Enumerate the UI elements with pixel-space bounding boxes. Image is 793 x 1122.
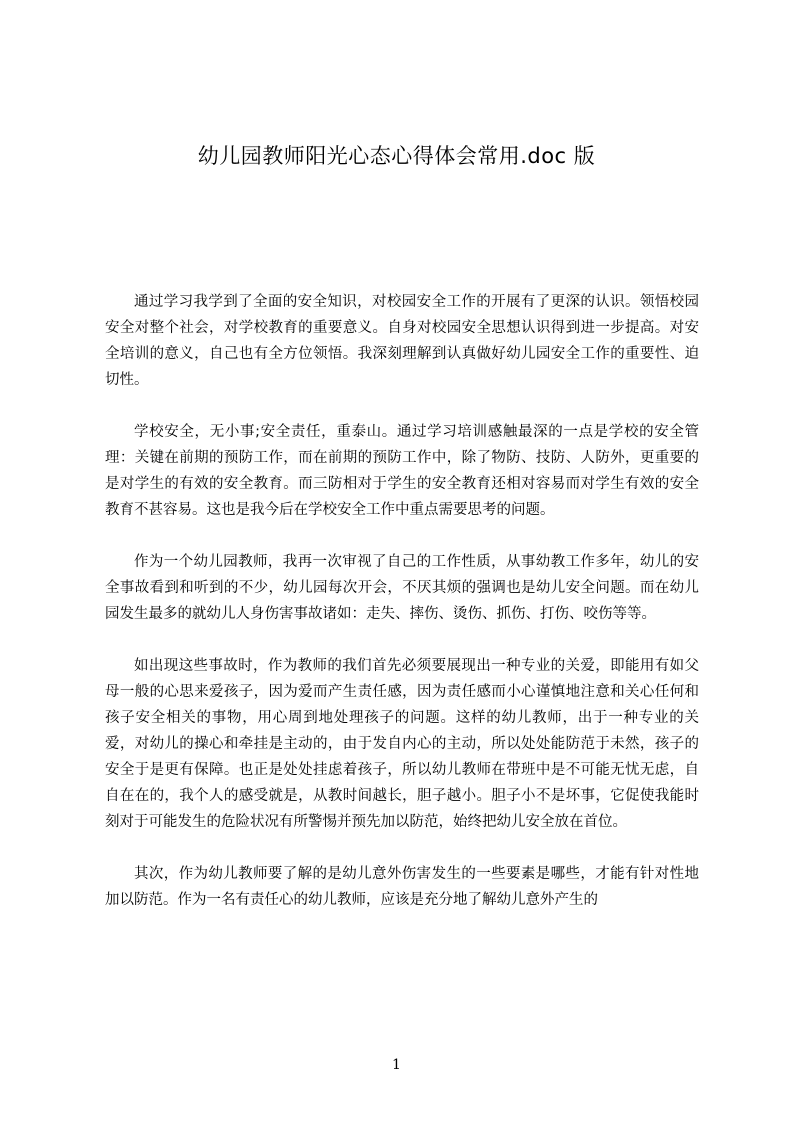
paragraph: 其次，作为幼儿教师要了解的是幼儿意外伤害发生的一些要素是哪些，才能有针对性地加以防范。作为一名有责任心的幼儿教师，应该是充分地了解幼儿意外产生的 xyxy=(105,866,699,908)
paragraph: 学校安全，无小事;安全责任，重泰山。通过学习培训感触最深的一点是学校的安全管理：关键在前期的预防工作，而在前期的预防工作中，除了物防、技防、人防外，更重要的是对学生的有效的安全教育。而三防相对于学生的安全教育还相对容易而对学生有效的安全教育不甚容易。这也是我今后在学校安全工作中重点需要思考的问题。 xyxy=(105,424,699,518)
document-title: 幼儿园教师阳光心态心得体会常用.doc 版 xyxy=(197,144,596,168)
paragraph: 作为一个幼儿园教师，我再一次审视了自己的工作性质，从事幼教工作多年，幼儿的安全事故看到和听到的不少，幼儿园每次开会，不厌其烦的强调也是幼儿安全问题。而在幼儿园发生最多的就幼儿人身伤害事故诸如：走失、摔伤、烫伤、抓伤、打伤、咬伤等等。 xyxy=(105,554,699,622)
document-body xyxy=(105,289,699,939)
page-number: 1 xyxy=(392,1057,401,1073)
paragraph: 通过学习我学到了全面的安全知识，对校园安全工作的开展有了更深的认识。领悟校园安全对整个社会，对学校教育的重要意义。自身对校园安全思想认识得到进一步提高。对安全培训的意义，自己也有全方位领悟。我深刻理解到认真做好幼儿园安全工作的重要性、迫切性。 xyxy=(105,294,699,388)
paragraph: 如出现这些事故时，作为教师的我们首先必须要展现出一种专业的关爱，即能用有如父母一般的心思来爱孩子，因为爱而产生责任感，因为责任感而小心谨慎地注意和关心任何和孩子安全相关的事物，用心周到地处理孩子的问题。这样的幼儿教师，出于一种专业的关爱，对幼儿的操心和牵挂是主动的，由于发自内心的主动，所以处处能防范于未然，孩子的安全于是更有保障。也正是处处挂虑着孩子，所以幼儿教师在带班中是不可能无忧无虑，自自在在的，我个人的感受就是，从教时间越长，胆子越小。胆子小不是坏事，它促使我能时刻对于可能发生的危险状况有所警惕并预先加以防范，始终把幼儿安全放在首位。 xyxy=(105,658,699,830)
